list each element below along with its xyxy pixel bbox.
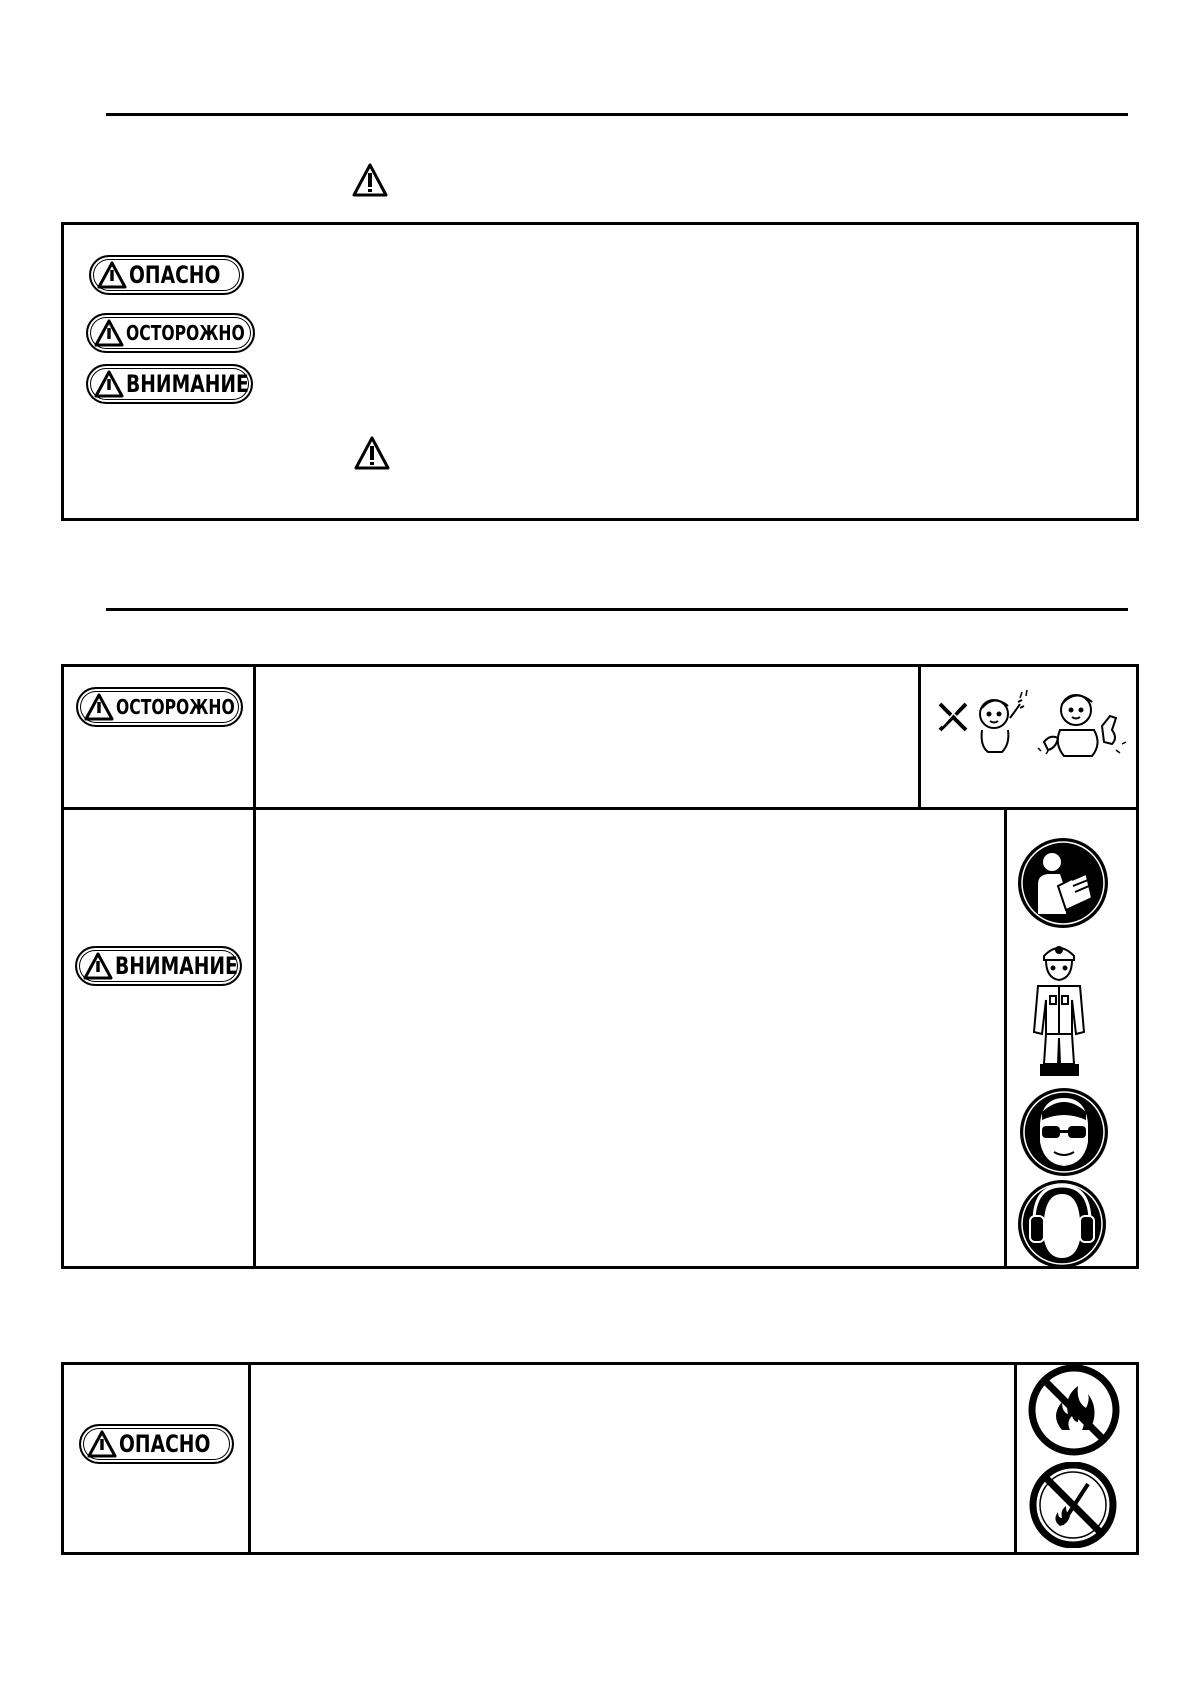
table-column-divider bbox=[1014, 1362, 1017, 1555]
caution-label bbox=[75, 946, 242, 986]
warning-triangle-icon bbox=[352, 163, 388, 197]
warning-label-text: ОСТОРОЖНО bbox=[126, 321, 245, 345]
warning-triangle-icon bbox=[94, 370, 124, 398]
danger-label-text: ОПАСНО bbox=[129, 261, 221, 289]
caution-label bbox=[86, 364, 253, 404]
top-rule bbox=[106, 113, 1128, 116]
warning-triangle-icon bbox=[84, 693, 114, 721]
protective-clothing-icon bbox=[1022, 938, 1096, 1080]
section-rule bbox=[106, 608, 1128, 611]
danger-label bbox=[79, 1424, 234, 1464]
danger-label bbox=[89, 255, 244, 295]
table-column-divider bbox=[918, 664, 921, 809]
caution-label-text: ВНИМАНИЕ bbox=[115, 952, 238, 980]
warning-label bbox=[76, 687, 243, 727]
hearing-protection-icon bbox=[1016, 1178, 1108, 1268]
table-column-divider bbox=[253, 664, 256, 1269]
no-smoking-icon bbox=[1028, 1462, 1118, 1548]
table-row-divider bbox=[61, 807, 1139, 810]
table-column-divider bbox=[1004, 807, 1007, 1269]
keep-away-from-children-icon bbox=[936, 686, 1132, 762]
warning-triangle-icon bbox=[354, 436, 390, 470]
no-open-flame-icon bbox=[1028, 1364, 1120, 1456]
warning-triangle-icon bbox=[97, 261, 127, 289]
warning-label bbox=[86, 313, 255, 353]
read-manual-icon bbox=[1016, 836, 1110, 930]
caution-label-text: ВНИМАНИЕ bbox=[126, 370, 249, 398]
warning-label-text: ОСТОРОЖНО bbox=[116, 695, 235, 719]
warning-triangle-icon bbox=[94, 319, 124, 347]
safety-glasses-icon bbox=[1018, 1086, 1110, 1178]
danger-label-text: ОПАСНО bbox=[119, 1430, 211, 1458]
table-column-divider bbox=[248, 1362, 251, 1555]
warning-triangle-icon bbox=[83, 952, 113, 980]
warning-triangle-icon bbox=[87, 1430, 117, 1458]
